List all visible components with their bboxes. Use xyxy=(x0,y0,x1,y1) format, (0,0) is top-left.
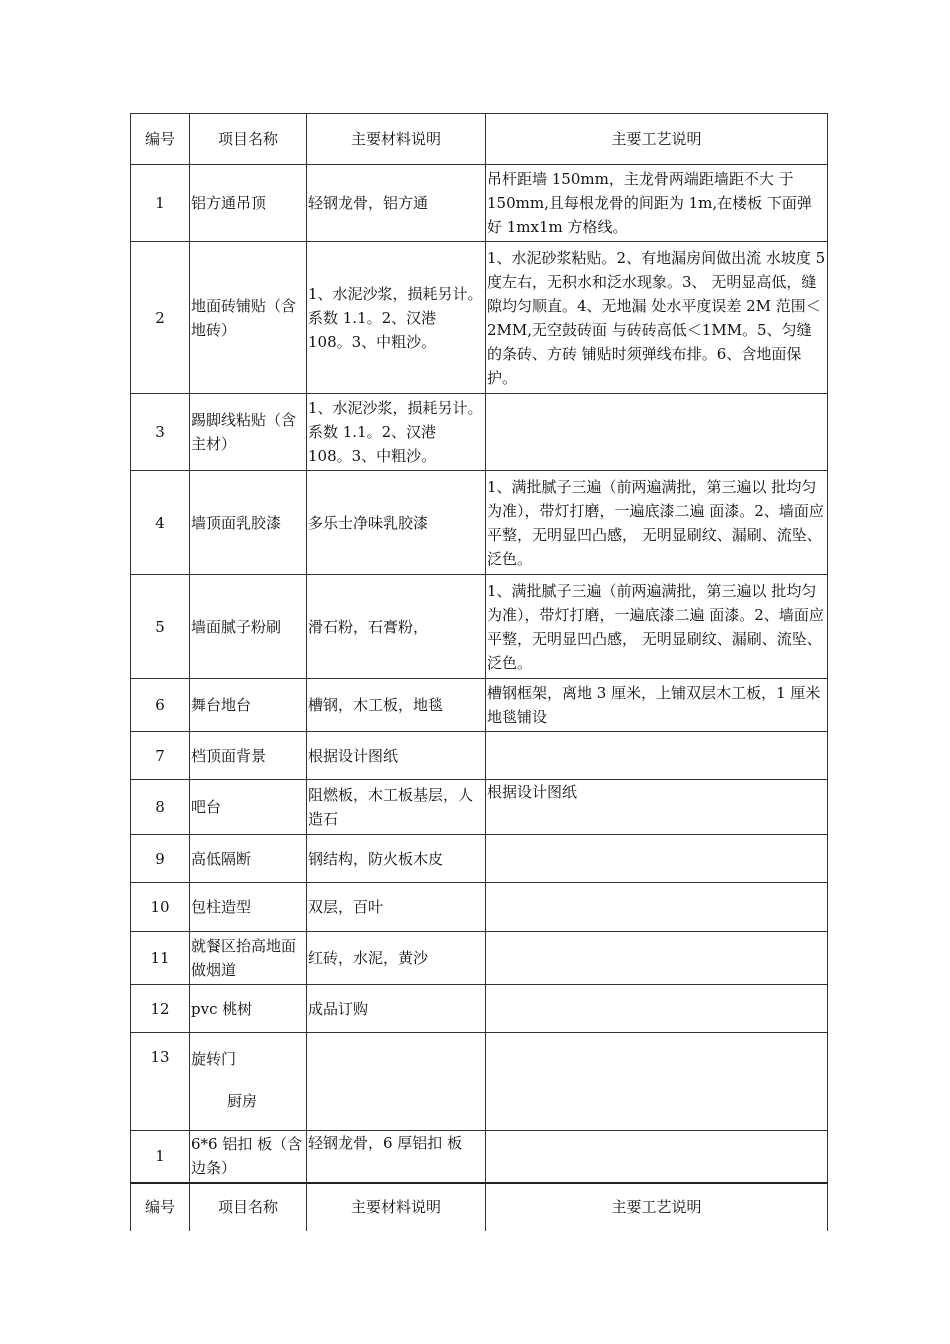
row-material: 阻燃板，木工板基层，人造石 xyxy=(307,780,486,835)
row-name: 舞台地台 xyxy=(190,679,307,732)
row-material: 多乐士净味乳胶漆 xyxy=(307,471,486,575)
table-row xyxy=(131,732,828,780)
row-process xyxy=(486,1131,828,1183)
row-name: 包柱造型 xyxy=(190,883,307,932)
row-no: 7 xyxy=(131,732,190,780)
header-process: 主要工艺说明 xyxy=(486,114,828,165)
row-no: 13 xyxy=(131,1033,190,1131)
row-material: 双层，百叶 xyxy=(307,883,486,932)
row-process xyxy=(486,835,828,883)
table-row xyxy=(131,835,828,883)
row-name-cell xyxy=(190,1033,307,1131)
row-no: 9 xyxy=(131,835,190,883)
row-material: 轻钢龙骨，6 厚铝扣 板 xyxy=(307,1131,486,1183)
row-name: 旋转门 xyxy=(191,1050,237,1068)
row-material xyxy=(307,1033,486,1131)
header-name: 项目名称 xyxy=(190,114,307,165)
row-name: 墙顶面乳胶漆 xyxy=(190,471,307,575)
row-material: 滑石粉，石膏粉， xyxy=(307,575,486,679)
row-material: 1、水泥沙浆，损耗另计。系数 1.1。2、汉港 108。3、中粗沙。 xyxy=(307,394,486,471)
row-no: 11 xyxy=(131,932,190,985)
row-material: 槽钢，木工板，地毯 xyxy=(307,679,486,732)
row-name: 踢脚线粘贴（含主材） xyxy=(190,394,307,471)
row-material: 根据设计图纸 xyxy=(307,732,486,780)
row-name: 吧台 xyxy=(190,780,307,835)
row-name: 铝方通吊顶 xyxy=(190,165,307,242)
row-process: 吊杆距墙 150mm，主龙骨两端距墙距不大 于 150mm,且每根龙骨的间距为 1m,在楼板 下面弹好 1mx1m 方格线。 xyxy=(486,165,828,242)
row-process: 槽钢框架，离地 3 厘米，上铺双层木工板，1 厘米地毯铺设 xyxy=(486,679,828,732)
row-name: pvc 桃树 xyxy=(190,985,307,1033)
row-no: 3 xyxy=(131,394,190,471)
table-footer-header-row xyxy=(131,1183,828,1231)
row-no: 12 xyxy=(131,985,190,1033)
table-row xyxy=(131,242,828,394)
row-process xyxy=(486,732,828,780)
row-process xyxy=(486,1033,828,1131)
row-no: 1 xyxy=(131,1131,190,1183)
row-no: 6 xyxy=(131,679,190,732)
section-label-kitchen: 厨房 xyxy=(227,1092,258,1110)
table-row xyxy=(131,575,828,679)
row-name: 档顶面背景 xyxy=(190,732,307,780)
table-row xyxy=(131,780,828,835)
row-name: 高低隔断 xyxy=(190,835,307,883)
row-process xyxy=(486,394,828,471)
row-process: 1、水泥砂浆粘贴。2、有地漏房间做出流 水坡度 5 度左右，无积水和泛水现象。3、 无明显高低，缝隙均匀顺直。4、无地漏 处水平度误差 2M 范围＜ 2MM,无空鼓砖面 与砖砖高低＜1MM。5、匀缝的条砖、方砖 铺贴时须弹线布排。6、含地面保护。 xyxy=(486,242,828,394)
row-name: 墙面腻子粉刷 xyxy=(190,575,307,679)
header-process: 主要工艺说明 xyxy=(486,1183,828,1231)
header-no: 编号 xyxy=(131,114,190,165)
row-process: 1、满批腻子三遍（前两遍满批，第三遍以 批均匀为准），带灯打磨，一遍底漆二遍 面漆。2、墙面应平整，无明显凹凸感， 无明显刷纹、漏刷、流坠、泛色。 xyxy=(486,575,828,679)
row-name: 6*6 铝扣 板（含边条） xyxy=(190,1131,307,1183)
table-row xyxy=(131,985,828,1033)
row-no: 8 xyxy=(131,780,190,835)
header-name: 项目名称 xyxy=(190,1183,307,1231)
table-row xyxy=(131,679,828,732)
row-process: 根据设计图纸 xyxy=(486,780,828,835)
row-material: 红砖，水泥，黄沙 xyxy=(307,932,486,985)
table-row xyxy=(131,883,828,932)
row-name: 地面砖铺贴（含地砖） xyxy=(190,242,307,394)
table-row xyxy=(131,471,828,575)
row-no: 4 xyxy=(131,471,190,575)
row-process: 1、满批腻子三遍（前两遍满批，第三遍以 批均匀为准），带灯打磨，一遍底漆二遍 面漆。2、墙面应平整，无明显凹凸感， 无明显刷纹、漏刷、流坠、泛色。 xyxy=(486,471,828,575)
row-process xyxy=(486,985,828,1033)
table-row xyxy=(131,394,828,471)
row-material: 钢结构，防火板木皮 xyxy=(307,835,486,883)
row-material: 成品订购 xyxy=(307,985,486,1033)
table-header-row xyxy=(131,114,828,165)
header-material: 主要材料说明 xyxy=(307,1183,486,1231)
row-name: 就餐区抬高地面做烟道 xyxy=(190,932,307,985)
row-no: 1 xyxy=(131,165,190,242)
table-row xyxy=(131,932,828,985)
row-material: 1、水泥沙浆，损耗另计。系数 1.1。2、汉港 108。3、中粗沙。 xyxy=(307,242,486,394)
header-no: 编号 xyxy=(131,1183,190,1231)
row-material: 轻钢龙骨，铝方通 xyxy=(307,165,486,242)
row-process xyxy=(486,932,828,985)
construction-spec-table xyxy=(130,113,828,1231)
table-row xyxy=(131,165,828,242)
table-row xyxy=(131,1131,828,1183)
table-row xyxy=(131,1033,828,1131)
row-process xyxy=(486,883,828,932)
row-no: 10 xyxy=(131,883,190,932)
row-no: 2 xyxy=(131,242,190,394)
row-no: 5 xyxy=(131,575,190,679)
header-material: 主要材料说明 xyxy=(307,114,486,165)
